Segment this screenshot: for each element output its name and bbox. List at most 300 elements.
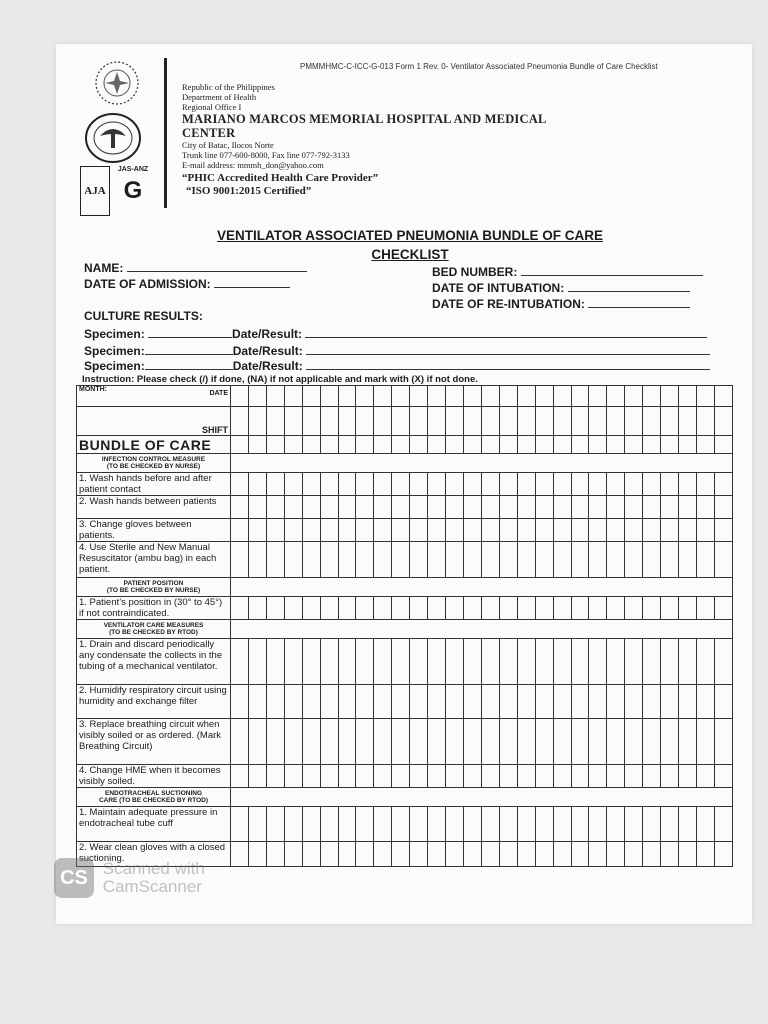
check-cell[interactable]: [284, 542, 302, 578]
check-cell[interactable]: [463, 473, 481, 496]
check-cell[interactable]: [284, 597, 302, 620]
check-cell[interactable]: [428, 542, 446, 578]
shift-cell[interactable]: [356, 407, 374, 436]
check-cell[interactable]: [320, 807, 338, 842]
check-cell[interactable]: [696, 765, 714, 788]
specimen-blank[interactable]: [145, 343, 233, 355]
name-field[interactable]: [84, 260, 307, 275]
shift-cell[interactable]: [553, 407, 571, 436]
check-cell[interactable]: [679, 542, 697, 578]
check-cell[interactable]: [589, 765, 607, 788]
check-cell[interactable]: [356, 765, 374, 788]
date-cell[interactable]: [374, 386, 392, 407]
check-cell[interactable]: [374, 542, 392, 578]
check-cell[interactable]: [248, 597, 266, 620]
check-cell[interactable]: [428, 842, 446, 867]
check-cell[interactable]: [410, 473, 428, 496]
check-cell[interactable]: [266, 496, 284, 519]
check-cell[interactable]: [499, 842, 517, 867]
check-cell[interactable]: [446, 807, 464, 842]
check-cell[interactable]: [231, 765, 249, 788]
check-cell[interactable]: [428, 519, 446, 542]
shift-cell[interactable]: [696, 407, 714, 436]
check-cell[interactable]: [356, 842, 374, 867]
check-cell[interactable]: [231, 639, 249, 685]
check-cell[interactable]: [661, 639, 679, 685]
specimen-row-3[interactable]: [84, 358, 710, 373]
check-cell[interactable]: [625, 639, 643, 685]
check-cell[interactable]: [535, 719, 553, 765]
check-cell[interactable]: [499, 496, 517, 519]
check-cell[interactable]: [714, 807, 732, 842]
check-cell[interactable]: [643, 639, 661, 685]
check-cell[interactable]: [231, 719, 249, 765]
check-cell[interactable]: [356, 542, 374, 578]
check-cell[interactable]: [679, 807, 697, 842]
shift-cell[interactable]: [392, 407, 410, 436]
check-cell[interactable]: [625, 765, 643, 788]
check-cell[interactable]: [643, 765, 661, 788]
check-cell[interactable]: [696, 685, 714, 719]
check-cell[interactable]: [392, 685, 410, 719]
date-cell[interactable]: [446, 386, 464, 407]
check-cell[interactable]: [607, 719, 625, 765]
check-cell[interactable]: [571, 496, 589, 519]
check-cell[interactable]: [284, 473, 302, 496]
check-cell[interactable]: [338, 496, 356, 519]
check-cell[interactable]: [517, 765, 535, 788]
check-cell[interactable]: [248, 542, 266, 578]
check-cell[interactable]: [643, 807, 661, 842]
date-cell[interactable]: [714, 386, 732, 407]
check-cell[interactable]: [392, 496, 410, 519]
check-cell[interactable]: [302, 519, 320, 542]
check-cell[interactable]: [266, 765, 284, 788]
check-cell[interactable]: [446, 597, 464, 620]
check-cell[interactable]: [284, 807, 302, 842]
check-cell[interactable]: [320, 639, 338, 685]
check-cell[interactable]: [517, 436, 535, 454]
check-cell[interactable]: [625, 542, 643, 578]
shift-cell[interactable]: [428, 407, 446, 436]
date-cell[interactable]: [338, 386, 356, 407]
check-cell[interactable]: [320, 719, 338, 765]
check-cell[interactable]: [320, 685, 338, 719]
check-cell[interactable]: [571, 542, 589, 578]
check-cell[interactable]: [714, 685, 732, 719]
check-cell[interactable]: [661, 496, 679, 519]
check-cell[interactable]: [517, 519, 535, 542]
check-cell[interactable]: [643, 685, 661, 719]
check-cell[interactable]: [374, 436, 392, 454]
check-cell[interactable]: [392, 473, 410, 496]
date-cell[interactable]: [284, 386, 302, 407]
shift-cell[interactable]: [463, 407, 481, 436]
check-cell[interactable]: [607, 519, 625, 542]
check-cell[interactable]: [696, 496, 714, 519]
check-cell[interactable]: [499, 639, 517, 685]
check-cell[interactable]: [463, 639, 481, 685]
check-cell[interactable]: [661, 842, 679, 867]
check-cell[interactable]: [535, 473, 553, 496]
shift-cell[interactable]: [302, 407, 320, 436]
check-cell[interactable]: [266, 639, 284, 685]
check-cell[interactable]: [428, 807, 446, 842]
check-cell[interactable]: [266, 542, 284, 578]
check-cell[interactable]: [302, 473, 320, 496]
check-cell[interactable]: [643, 719, 661, 765]
check-cell[interactable]: [517, 719, 535, 765]
check-cell[interactable]: [410, 842, 428, 867]
check-cell[interactable]: [428, 597, 446, 620]
check-cell[interactable]: [643, 519, 661, 542]
date-cell[interactable]: [266, 386, 284, 407]
check-cell[interactable]: [499, 597, 517, 620]
check-cell[interactable]: [661, 807, 679, 842]
check-cell[interactable]: [356, 496, 374, 519]
shift-cell[interactable]: [643, 407, 661, 436]
check-cell[interactable]: [284, 765, 302, 788]
shift-cell[interactable]: [625, 407, 643, 436]
check-cell[interactable]: [463, 542, 481, 578]
check-cell[interactable]: [392, 719, 410, 765]
shift-cell[interactable]: [374, 407, 392, 436]
shift-cell[interactable]: [571, 407, 589, 436]
check-cell[interactable]: [517, 496, 535, 519]
check-cell[interactable]: [643, 436, 661, 454]
check-cell[interactable]: [571, 473, 589, 496]
check-cell[interactable]: [661, 765, 679, 788]
date-cell[interactable]: [589, 386, 607, 407]
date-result-blank[interactable]: [305, 326, 707, 338]
check-cell[interactable]: [284, 719, 302, 765]
check-cell[interactable]: [696, 519, 714, 542]
check-cell[interactable]: [356, 436, 374, 454]
check-cell[interactable]: [643, 597, 661, 620]
check-cell[interactable]: [714, 542, 732, 578]
check-cell[interactable]: [428, 685, 446, 719]
date-cell[interactable]: [535, 386, 553, 407]
check-cell[interactable]: [714, 842, 732, 867]
check-cell[interactable]: [374, 719, 392, 765]
date-intubation-blank[interactable]: [568, 280, 690, 292]
date-cell[interactable]: [499, 386, 517, 407]
check-cell[interactable]: [231, 519, 249, 542]
check-cell[interactable]: [607, 842, 625, 867]
check-cell[interactable]: [696, 597, 714, 620]
check-cell[interactable]: [392, 597, 410, 620]
specimen-blank[interactable]: [145, 358, 233, 370]
check-cell[interactable]: [679, 685, 697, 719]
date-cell[interactable]: [428, 386, 446, 407]
check-cell[interactable]: [553, 685, 571, 719]
check-cell[interactable]: [714, 496, 732, 519]
check-cell[interactable]: [499, 685, 517, 719]
check-cell[interactable]: [553, 807, 571, 842]
check-cell[interactable]: [231, 807, 249, 842]
check-cell[interactable]: [553, 436, 571, 454]
check-cell[interactable]: [607, 542, 625, 578]
check-cell[interactable]: [589, 473, 607, 496]
check-cell[interactable]: [589, 807, 607, 842]
check-cell[interactable]: [410, 807, 428, 842]
check-cell[interactable]: [266, 436, 284, 454]
check-cell[interactable]: [571, 719, 589, 765]
check-cell[interactable]: [625, 719, 643, 765]
check-cell[interactable]: [302, 842, 320, 867]
check-cell[interactable]: [302, 639, 320, 685]
check-cell[interactable]: [714, 639, 732, 685]
date-cell[interactable]: [410, 386, 428, 407]
shift-cell[interactable]: [607, 407, 625, 436]
date-cell[interactable]: [643, 386, 661, 407]
check-cell[interactable]: [696, 473, 714, 496]
date-cell[interactable]: [463, 386, 481, 407]
check-cell[interactable]: [589, 597, 607, 620]
check-cell[interactable]: [446, 496, 464, 519]
check-cell[interactable]: [661, 597, 679, 620]
check-cell[interactable]: [625, 685, 643, 719]
check-cell[interactable]: [392, 842, 410, 867]
check-cell[interactable]: [248, 807, 266, 842]
shift-cell[interactable]: [248, 407, 266, 436]
check-cell[interactable]: [284, 842, 302, 867]
date-cell[interactable]: [356, 386, 374, 407]
check-cell[interactable]: [481, 685, 499, 719]
check-cell[interactable]: [553, 639, 571, 685]
check-cell[interactable]: [374, 473, 392, 496]
check-cell[interactable]: [463, 597, 481, 620]
check-cell[interactable]: [535, 519, 553, 542]
date-admission-field[interactable]: [84, 276, 290, 291]
check-cell[interactable]: [446, 473, 464, 496]
check-cell[interactable]: [589, 496, 607, 519]
date-intubation-field[interactable]: [432, 280, 690, 295]
check-cell[interactable]: [607, 597, 625, 620]
check-cell[interactable]: [374, 765, 392, 788]
check-cell[interactable]: [338, 436, 356, 454]
check-cell[interactable]: [320, 519, 338, 542]
check-cell[interactable]: [446, 685, 464, 719]
shift-cell[interactable]: [320, 407, 338, 436]
check-cell[interactable]: [410, 542, 428, 578]
check-cell[interactable]: [446, 519, 464, 542]
check-cell[interactable]: [338, 719, 356, 765]
check-cell[interactable]: [535, 597, 553, 620]
check-cell[interactable]: [571, 765, 589, 788]
check-cell[interactable]: [428, 496, 446, 519]
check-cell[interactable]: [410, 496, 428, 519]
check-cell[interactable]: [338, 685, 356, 719]
check-cell[interactable]: [696, 842, 714, 867]
check-cell[interactable]: [571, 685, 589, 719]
check-cell[interactable]: [607, 765, 625, 788]
check-cell[interactable]: [463, 685, 481, 719]
check-cell[interactable]: [374, 597, 392, 620]
check-cell[interactable]: [553, 496, 571, 519]
check-cell[interactable]: [231, 597, 249, 620]
specimen-blank[interactable]: [148, 326, 232, 338]
check-cell[interactable]: [338, 765, 356, 788]
check-cell[interactable]: [320, 473, 338, 496]
date-cell[interactable]: [607, 386, 625, 407]
check-cell[interactable]: [266, 807, 284, 842]
check-cell[interactable]: [410, 519, 428, 542]
date-result-blank[interactable]: [306, 343, 710, 355]
date-cell[interactable]: [661, 386, 679, 407]
check-cell[interactable]: [625, 597, 643, 620]
check-cell[interactable]: [374, 685, 392, 719]
shift-cell[interactable]: [266, 407, 284, 436]
check-cell[interactable]: [463, 719, 481, 765]
shift-cell[interactable]: [517, 407, 535, 436]
check-cell[interactable]: [535, 436, 553, 454]
check-cell[interactable]: [248, 519, 266, 542]
check-cell[interactable]: [535, 685, 553, 719]
check-cell[interactable]: [679, 842, 697, 867]
check-cell[interactable]: [625, 842, 643, 867]
check-cell[interactable]: [553, 473, 571, 496]
check-cell[interactable]: [661, 473, 679, 496]
check-cell[interactable]: [625, 519, 643, 542]
check-cell[interactable]: [679, 765, 697, 788]
check-cell[interactable]: [679, 519, 697, 542]
check-cell[interactable]: [463, 519, 481, 542]
check-cell[interactable]: [625, 473, 643, 496]
check-cell[interactable]: [643, 542, 661, 578]
check-cell[interactable]: [463, 496, 481, 519]
shift-cell[interactable]: [661, 407, 679, 436]
check-cell[interactable]: [481, 436, 499, 454]
check-cell[interactable]: [266, 842, 284, 867]
check-cell[interactable]: [589, 685, 607, 719]
check-cell[interactable]: [481, 473, 499, 496]
check-cell[interactable]: [320, 597, 338, 620]
check-cell[interactable]: [499, 807, 517, 842]
check-cell[interactable]: [356, 597, 374, 620]
check-cell[interactable]: [661, 719, 679, 765]
check-cell[interactable]: [392, 436, 410, 454]
check-cell[interactable]: [248, 719, 266, 765]
check-cell[interactable]: [679, 719, 697, 765]
check-cell[interactable]: [266, 719, 284, 765]
check-cell[interactable]: [679, 436, 697, 454]
date-cell[interactable]: [625, 386, 643, 407]
check-cell[interactable]: [356, 807, 374, 842]
check-cell[interactable]: [696, 719, 714, 765]
check-cell[interactable]: [248, 436, 266, 454]
check-cell[interactable]: [553, 542, 571, 578]
check-cell[interactable]: [446, 765, 464, 788]
check-cell[interactable]: [571, 639, 589, 685]
check-cell[interactable]: [356, 639, 374, 685]
check-cell[interactable]: [284, 519, 302, 542]
check-cell[interactable]: [302, 597, 320, 620]
check-cell[interactable]: [535, 639, 553, 685]
check-cell[interactable]: [284, 436, 302, 454]
check-cell[interactable]: [714, 765, 732, 788]
check-cell[interactable]: [607, 685, 625, 719]
check-cell[interactable]: [392, 639, 410, 685]
check-cell[interactable]: [481, 807, 499, 842]
date-cell[interactable]: [231, 386, 249, 407]
check-cell[interactable]: [446, 639, 464, 685]
specimen-row-1[interactable]: [84, 326, 707, 341]
check-cell[interactable]: [428, 436, 446, 454]
check-cell[interactable]: [463, 765, 481, 788]
check-cell[interactable]: [320, 436, 338, 454]
check-cell[interactable]: [517, 473, 535, 496]
check-cell[interactable]: [714, 519, 732, 542]
check-cell[interactable]: [517, 639, 535, 685]
check-cell[interactable]: [356, 519, 374, 542]
check-cell[interactable]: [481, 639, 499, 685]
check-cell[interactable]: [392, 765, 410, 788]
check-cell[interactable]: [661, 436, 679, 454]
check-cell[interactable]: [481, 496, 499, 519]
check-cell[interactable]: [517, 685, 535, 719]
date-cell[interactable]: [392, 386, 410, 407]
check-cell[interactable]: [571, 519, 589, 542]
check-cell[interactable]: [410, 597, 428, 620]
check-cell[interactable]: [463, 807, 481, 842]
check-cell[interactable]: [392, 542, 410, 578]
check-cell[interactable]: [428, 719, 446, 765]
shift-cell[interactable]: [589, 407, 607, 436]
check-cell[interactable]: [266, 473, 284, 496]
check-cell[interactable]: [356, 685, 374, 719]
check-cell[interactable]: [571, 807, 589, 842]
name-blank[interactable]: [127, 260, 307, 272]
date-cell[interactable]: [320, 386, 338, 407]
check-cell[interactable]: [643, 842, 661, 867]
check-cell[interactable]: [517, 597, 535, 620]
shift-cell[interactable]: [446, 407, 464, 436]
check-cell[interactable]: [410, 719, 428, 765]
check-cell[interactable]: [499, 542, 517, 578]
check-cell[interactable]: [338, 807, 356, 842]
check-cell[interactable]: [517, 807, 535, 842]
check-cell[interactable]: [535, 496, 553, 519]
check-cell[interactable]: [231, 842, 249, 867]
check-cell[interactable]: [320, 542, 338, 578]
check-cell[interactable]: [607, 807, 625, 842]
check-cell[interactable]: [338, 597, 356, 620]
check-cell[interactable]: [302, 807, 320, 842]
check-cell[interactable]: [248, 496, 266, 519]
check-cell[interactable]: [571, 436, 589, 454]
check-cell[interactable]: [356, 719, 374, 765]
check-cell[interactable]: [607, 436, 625, 454]
specimen-row-2[interactable]: [84, 343, 710, 358]
date-cell[interactable]: [481, 386, 499, 407]
check-cell[interactable]: [410, 765, 428, 788]
check-cell[interactable]: [714, 473, 732, 496]
check-cell[interactable]: [266, 597, 284, 620]
check-cell[interactable]: [374, 496, 392, 519]
date-reintubation-field[interactable]: [432, 296, 690, 311]
check-cell[interactable]: [428, 639, 446, 685]
check-cell[interactable]: [481, 519, 499, 542]
check-cell[interactable]: [589, 542, 607, 578]
check-cell[interactable]: [607, 473, 625, 496]
check-cell[interactable]: [679, 639, 697, 685]
check-cell[interactable]: [463, 436, 481, 454]
check-cell[interactable]: [446, 842, 464, 867]
check-cell[interactable]: [410, 436, 428, 454]
check-cell[interactable]: [231, 685, 249, 719]
check-cell[interactable]: [428, 765, 446, 788]
